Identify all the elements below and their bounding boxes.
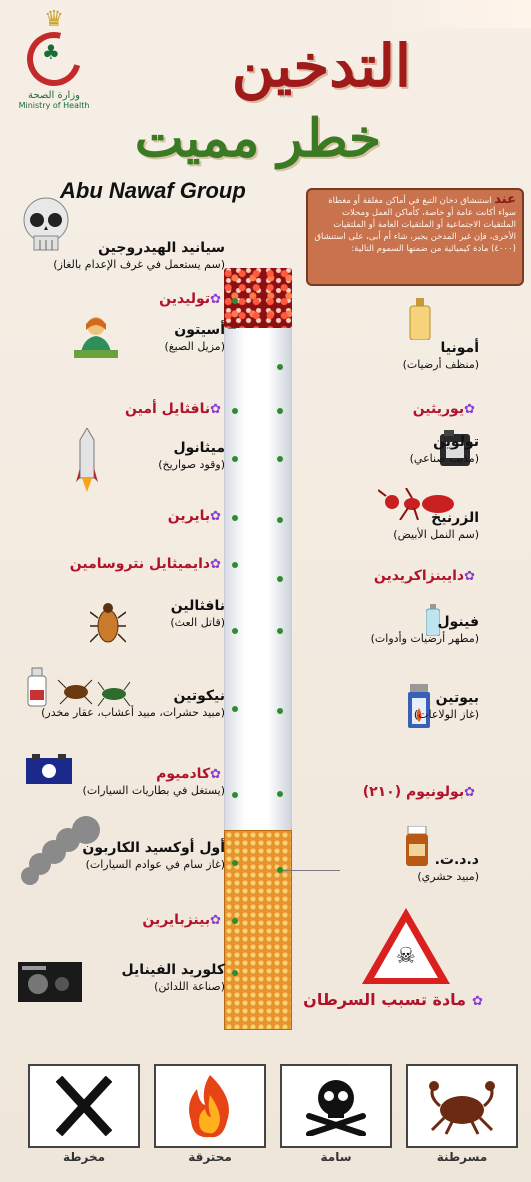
item-cadmium (83, 766, 225, 797)
item-name: توليدين (159, 291, 211, 307)
connector-dot (277, 867, 283, 873)
connector-line (228, 328, 236, 329)
item-polonium (363, 784, 479, 800)
item-desc: (مبيد حشرات، مبيد أعشاب، عقار مخدر) (41, 706, 225, 719)
connector-dot (232, 628, 238, 634)
hazard-toxic (280, 1064, 392, 1148)
item-name: ميثانول (173, 440, 225, 456)
item-dibenzacridine (374, 568, 479, 584)
hazard-label: مسرطنة (436, 1150, 488, 1164)
connector-dot (232, 706, 238, 712)
carcinogen-icon: ✿ (210, 767, 221, 782)
item-name: نافثالين (170, 598, 225, 614)
intro-text: استنشاق دخان التبغ في أماكن مغلقة أو مغطاة سواء أكانت عامة أو خاصة، كأماكن العمل ومحلات الملتقيات الاجتماعية أو الملتقيات العامة أو الملتقيات الأخرى، فإن غير المدخن يجبر، شاء أم أبى، على استنشاق (٤٠٠٠) مادة كيميائية من ضمنها السموم التالية: (314, 196, 516, 254)
item-desc: (منظف أرضيات) (402, 358, 479, 371)
hazard-label: محترقة (188, 1150, 232, 1164)
item-methanol (158, 440, 225, 471)
flame-icon (175, 1073, 245, 1139)
carcinogen-icon: ✿ (464, 402, 475, 417)
item-urethane (413, 401, 479, 417)
connector-dot (277, 364, 283, 370)
item-name: بينزبايرين (142, 912, 211, 928)
item-desc: (سم يستعمل في غرف الإعدام بالغاز) (53, 258, 225, 271)
item-name: الزرنيخ (431, 510, 479, 526)
item-ammonia (403, 340, 479, 371)
connector-dot (232, 918, 238, 924)
rocket-icon (76, 428, 98, 496)
item-name: دايبنزاكريدين (373, 568, 465, 584)
ministry-logo (14, 8, 94, 120)
item-dimethylnitrosamine (70, 556, 225, 572)
skull-crossbones-icon (301, 1076, 371, 1136)
item-name: أمونيا (440, 340, 479, 356)
item-name: يوريثين (412, 401, 465, 417)
item-name: د.د.ت. (434, 852, 479, 868)
item-acetone (164, 322, 225, 353)
item-desc: (غاز سام في عوادم السيارات) (85, 858, 225, 871)
item-name: كادميوم (156, 766, 211, 782)
connector-dot (232, 298, 238, 304)
carcinogen-icon: ✿ (210, 913, 221, 928)
connector-dot (232, 860, 238, 866)
item-name: فينول (437, 614, 479, 630)
item-name: بولونيوم (٢١٠) (362, 784, 465, 800)
x-mark-icon (56, 1076, 112, 1136)
item-phenol (371, 614, 479, 645)
item-desc: (مذيب صناعي) (409, 452, 479, 465)
item-desc: (صناعة اللدائن) (154, 980, 225, 993)
item-desc: (يستغل في بطاريات السيارات) (82, 784, 225, 797)
connector-dot (232, 970, 238, 976)
carcinogen-legend (303, 990, 483, 1009)
carcinogen-icon: ✿ (210, 292, 221, 307)
intro-box (306, 188, 524, 286)
carcinogen-icon: ✿ (464, 569, 475, 584)
connector-dot (277, 708, 283, 714)
item-name: أسيتون (174, 322, 225, 338)
item-arsenic (393, 510, 479, 541)
item-pyrene (168, 508, 225, 524)
connector-dot (277, 791, 283, 797)
item-desc: (مزيل الصبغ) (164, 340, 225, 353)
item-desc: (غاز الولاعات) (413, 708, 479, 721)
item-naphthalene (170, 598, 225, 629)
connector-dot (232, 515, 238, 521)
cigarette (224, 268, 292, 1028)
hazard-label: مخرطة (62, 1150, 106, 1164)
connector-dot (232, 456, 238, 462)
carcinogen-legend-label: مادة تسبب السرطان (303, 990, 467, 1009)
item-name: بايرين (167, 508, 211, 524)
moth-icon (90, 600, 126, 650)
item-desc: (وقود صواريخ) (158, 458, 225, 471)
item-butane (414, 690, 479, 721)
connector-dot (232, 562, 238, 568)
crown-icon: ♛ (44, 7, 64, 32)
carcinogen-icon: ✿ (210, 509, 221, 524)
item-naphthylamine (125, 401, 225, 417)
item-name: سيانيد الهيدروجين (98, 240, 225, 256)
battery-icon (26, 754, 72, 788)
item-toluidine (159, 291, 225, 307)
carcinogen-icon: ✿ (464, 785, 475, 800)
hazard-flammable (154, 1064, 266, 1148)
item-name: نيكوتين (173, 688, 225, 704)
item-hydrogen-cyanide (53, 240, 225, 271)
carcinogen-icon: ✿ (210, 557, 221, 572)
palm-icon: ♣ (42, 40, 60, 64)
item-name: نافثايل أمين (125, 401, 211, 417)
item-desc: (مبيد حشري) (417, 870, 479, 883)
connector-dot (277, 517, 283, 523)
hazard-harmful (28, 1064, 140, 1148)
connector-dot (232, 792, 238, 798)
ministry-name-ar: وزارة الصحة (28, 90, 80, 101)
title-line-2: خطر مميت (134, 108, 381, 169)
item-name: تولوين (433, 434, 479, 450)
item-name: أول أوكسيد الكاربون (82, 840, 225, 856)
connector-dot (277, 576, 283, 582)
item-carbon-monoxide (82, 840, 225, 871)
item-desc: (سم النمل الأبيض) (393, 528, 479, 541)
woman-icon (74, 314, 118, 364)
title-line-1: التدخين (231, 32, 411, 100)
top-glow (381, 0, 531, 28)
connector-dot (232, 408, 238, 414)
item-name: بيوتين (435, 690, 479, 706)
item-toluene (410, 434, 479, 465)
bottle-icon (408, 298, 432, 344)
carcinogen-icon: ✿ (472, 994, 483, 1009)
connector-dot (277, 628, 283, 634)
item-name: كلوريد الفينايل (121, 962, 225, 978)
item-desc: (قاتل العث) (170, 616, 225, 629)
ministry-name-en: Ministry of Health (18, 101, 90, 110)
item-nicotine (41, 688, 225, 719)
connector-dot (277, 456, 283, 462)
item-name: دايميثايل نتروسامين (69, 556, 211, 572)
item-ddt (417, 852, 479, 883)
crab-icon (422, 1076, 502, 1136)
skull-crossbones-icon: ☠ (396, 944, 416, 969)
item-vinyl-chloride (122, 962, 225, 993)
hazard-label: سامة (320, 1150, 352, 1164)
connector-line (282, 870, 340, 871)
machine-icon (18, 962, 82, 1006)
carcinogen-icon: ✿ (210, 402, 221, 417)
group-name: Abu Nawaf Group (60, 178, 246, 203)
intro-first-word: عند (494, 192, 516, 207)
item-benzpyrene (142, 912, 225, 928)
hazard-carcinogenic (406, 1064, 518, 1148)
item-desc: (مطهر أرضيات وأدوات) (370, 632, 479, 645)
connector-dot (277, 408, 283, 414)
